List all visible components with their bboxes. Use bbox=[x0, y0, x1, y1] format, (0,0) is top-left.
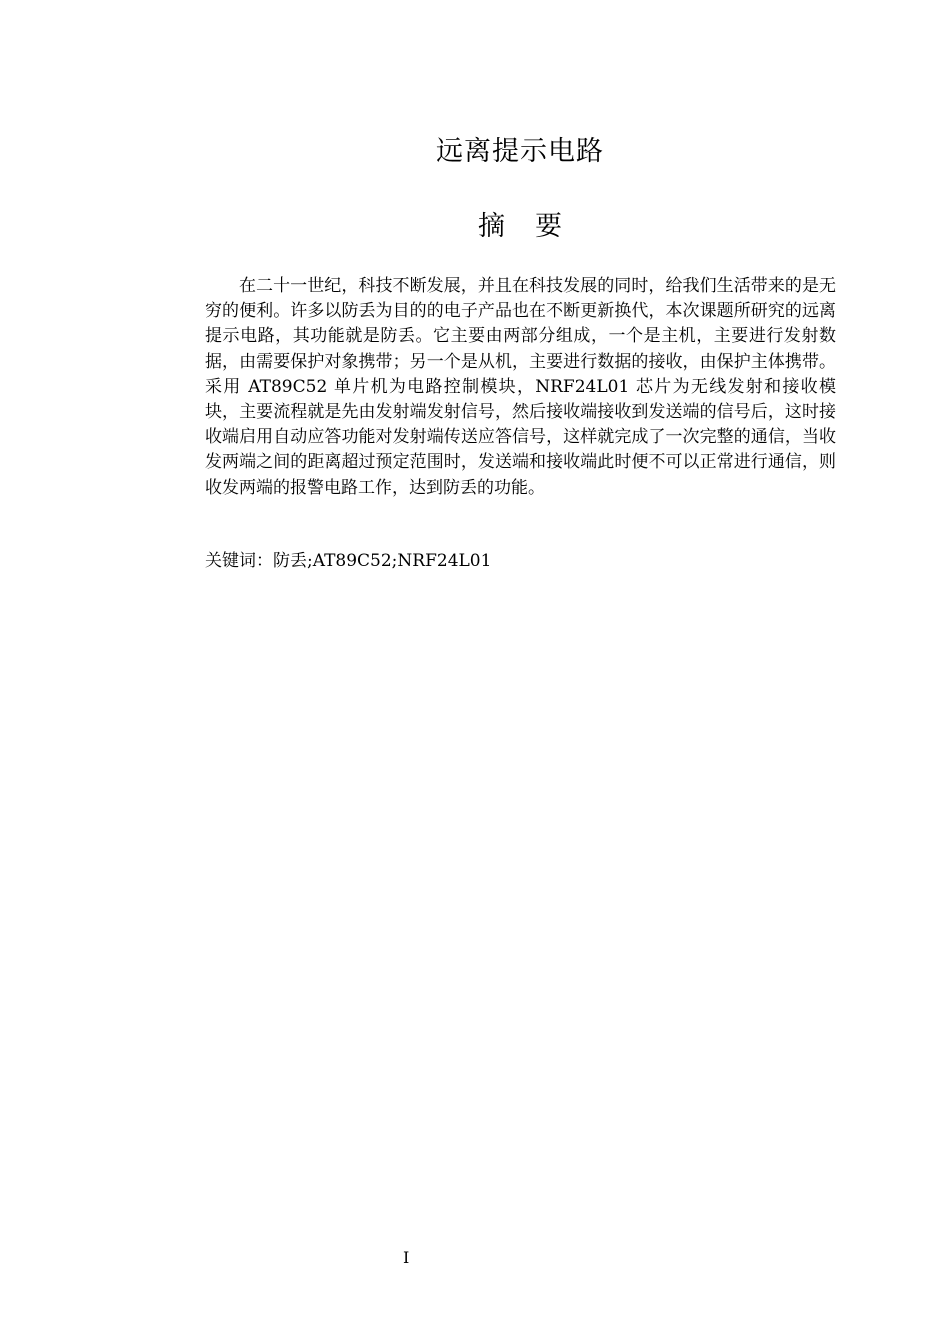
abstract-paragraph: 在二十一世纪，科技不断发展，并且在科技发展的同时，给我们生活带来的是无穷的便利。许多以防丢为目的的电子产品也在不断更新换代，本次课题所研究的远离提示电路，其功能就是防丢。它主要由两部分组成，一个是主机，主要进行发射数据，由需要保护对象携带；另一个是从机，主要进行数据的接收，由保护主体携带。采用 AT89C52 单片机为电路控制模块，NRF24L01 芯片为无线发射和接收模块，主要流程就是先由发射端发射信号，然后接收端接收到发送端的信号后，这时接收端启用自动应答功能对发射端传送应答信号，这样就完成了一次完整的通信，当收发两端之间的距离超过预定范围时，发送端和接收端此时便不可以正常进行通信，则收发两端的报警电路工作，达到防丢的功能。 bbox=[205, 276, 836, 498]
page-title: 远离提示电路 bbox=[436, 136, 604, 167]
abstract-heading bbox=[0, 208, 950, 246]
keywords-line bbox=[205, 549, 836, 574]
abstract-heading-char-1: 摘 bbox=[478, 211, 505, 242]
keywords-value: 防丢;AT89C52;NRF24L01 bbox=[273, 551, 492, 571]
page-number: I bbox=[403, 1248, 410, 1267]
keywords-label: 关键词： bbox=[205, 551, 273, 571]
abstract-heading-char-2: 要 bbox=[535, 211, 562, 242]
